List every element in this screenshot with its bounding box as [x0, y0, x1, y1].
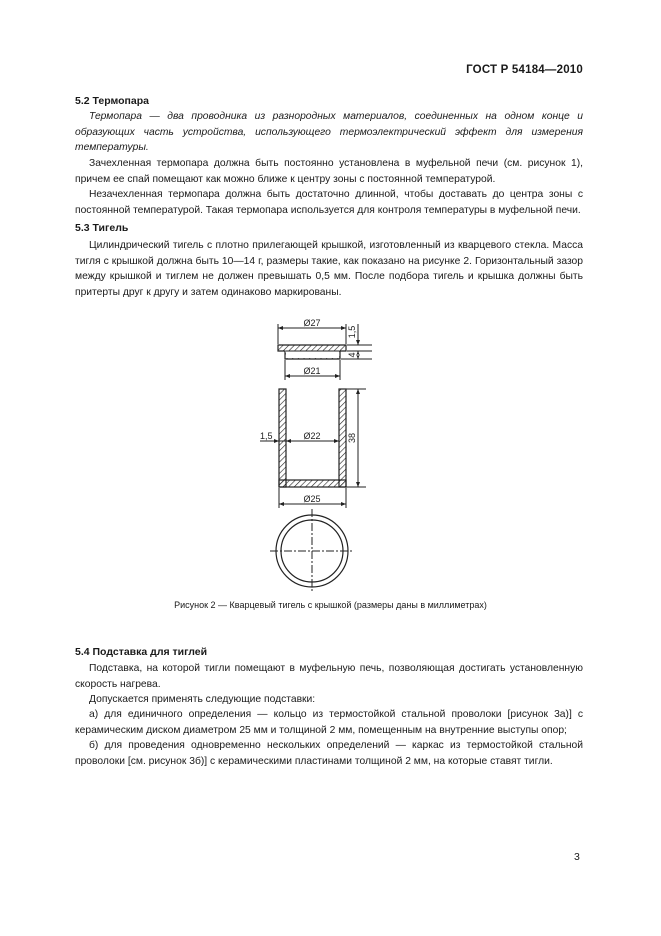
crucible-wall-left — [279, 389, 286, 487]
thermocouple-definition: Термопара — два проводника из разнородных материалов, соединенных на одном конце и образующих часть устройства, использующего термоэлектрический эффект для измерения температуры. — [75, 111, 583, 153]
crucible-drawing — [240, 310, 390, 595]
paragraph: Незачехленная термопара должна быть достаточно длинной, чтобы доставать до центра зоны с постоянной температурой. Такая термопара используется для контроля температуры в муфельной печи. — [75, 189, 583, 216]
dim-inner: Ø22 — [303, 431, 321, 441]
dim-lid-outer: Ø27 — [303, 318, 321, 328]
dim-lid-top: 1,5 — [347, 325, 357, 339]
page-number: 3 — [574, 851, 580, 863]
dim-wall: 1,5 — [260, 431, 273, 441]
paragraph: Цилиндрический тигель с плотно прилегающей крышкой, изготовленный из кварцевого стекла. Масса тигля с крышкой должна быть 10—14 г, размеры такие, как показано на рисунке 2. Горизонтальный зазор между крышкой и тиглем не должен превышать 0,5 мм. После подбора тигель и крышка должны быть притерты друг к другу и затем одинаково маркированы. — [75, 240, 583, 298]
list-item: а) для единичного определения — кольцо из термостойкой стальной проволоки [рисунок 3а)] с керамическим диском диаметром 25 мм и толщиной 2 мм, помещенным на внутренние выступы опор; — [75, 709, 583, 736]
paragraph: Подставка, на которой тигли помещают в муфельную печь, позволяющая достигать установленную скорость нагрева. — [75, 663, 583, 690]
figure-caption: Рисунок 2 — Кварцевый тигель с крышкой (размеры даны в миллиметрах) — [174, 600, 487, 610]
dim-lid-height: 4 — [347, 352, 357, 358]
standard-number: ГОСТ Р 54184—2010 — [466, 64, 583, 76]
list-item: б) для проведения одновременно нескольких определений — каркас из термостойкой стальной проволоки [см. рисунок 3б)] с керамическими пластинами толщиной 2 мм, на которые ставят тигли. — [75, 740, 583, 767]
paragraph: Допускается применять следующие подставки: — [89, 694, 316, 705]
crucible-wall-right — [339, 389, 346, 487]
section-5-3-heading: 5.3 Тигель — [75, 222, 129, 234]
paragraph: Зачехленная термопара должна быть постоянно установлена в муфельной печи (см. рисунок 1), причем ее спай помещают как можно ближе к центру зоны с постоянной температурой. — [75, 158, 583, 185]
dim-height: 38 — [347, 432, 357, 444]
section-5-4-heading: 5.4 Подставка для тиглей — [75, 646, 208, 658]
crucible-bottom — [279, 480, 346, 487]
dim-lid-inner: Ø21 — [303, 366, 321, 376]
section-5-2-heading: 5.2 Термопара — [75, 95, 149, 107]
dim-outer: Ø25 — [303, 494, 321, 504]
